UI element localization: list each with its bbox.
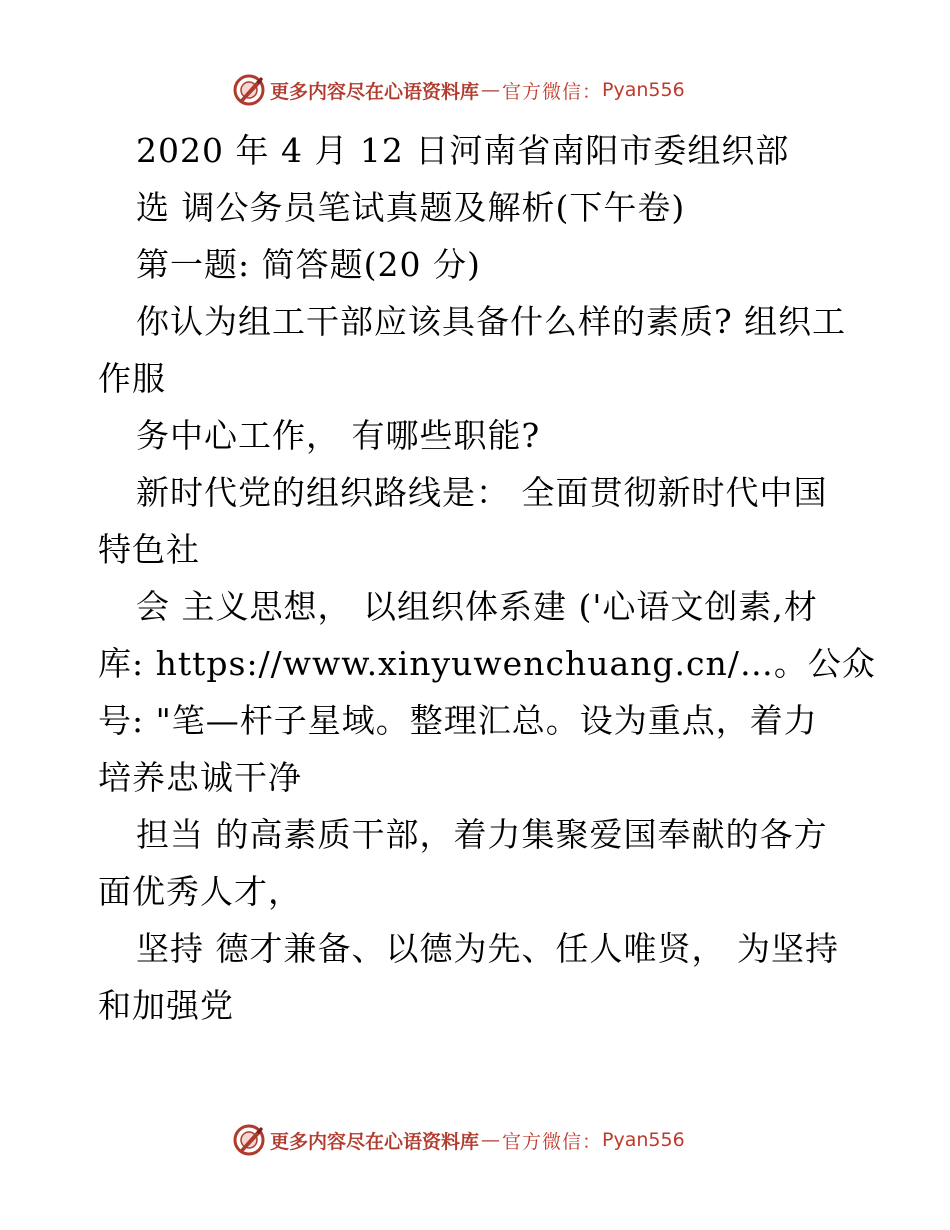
footer-banner [232, 1121, 685, 1159]
banner-separator: — [481, 1129, 501, 1151]
header-banner [232, 71, 685, 109]
document-line: 担当 的高素质干部，着力集聚爱国奉献的各方 [136, 815, 828, 854]
document-line: 作服 [98, 359, 166, 398]
document-line: 务中心工作， 有哪些职能? [136, 416, 541, 455]
banner-wechat-label: 官方微信： [502, 80, 603, 103]
banner-wechat-label: 官方微信： [502, 1130, 603, 1153]
banner-wechat-account: Pyan556 [602, 1129, 685, 1151]
document-line: 坚持 德才兼备、以德为先、任人唯贤， 为坚持 [136, 929, 839, 968]
document-line: 新时代党的组织路线是： 全面贯彻新时代中国 [136, 473, 828, 512]
document-line: 号: "笔—杆子星域。整理汇总。设为重点，着力 [98, 701, 818, 740]
document-line: 特色社 [98, 530, 200, 569]
banner-promo-text: 更多内容尽在心语资料库 [270, 80, 480, 103]
banner-wechat-account: Pyan556 [602, 79, 685, 101]
document-line: 会 主义思想， 以组织体系建 ('心语文创素,材 [136, 587, 818, 626]
pen-nib-circle-logo-icon [232, 1123, 266, 1157]
document-line: 你认为组工干部应该具备什么样的素质? 组织工 [136, 302, 847, 341]
document-line: 库: https://www.xinyuwenchuang.cn/…。公众 [98, 644, 876, 683]
document-line: 选 调公务员笔试真题及解析(下午卷) [136, 188, 686, 227]
pen-nib-circle-logo-icon [232, 73, 266, 107]
document-line: 培养忠诚干净 [98, 758, 302, 797]
document-body [98, 122, 876, 1034]
banner-promo-text: 更多内容尽在心语资料库 [270, 1130, 480, 1153]
banner-separator: — [481, 79, 501, 101]
document-line: 和加强党 [98, 986, 234, 1025]
document-line: 面优秀人才， [98, 872, 302, 911]
document-line: 第一题: 简答题(20 分) [136, 245, 481, 284]
document-line: 2020 年 4 月 12 日河南省南阳市委组织部 [136, 131, 790, 170]
